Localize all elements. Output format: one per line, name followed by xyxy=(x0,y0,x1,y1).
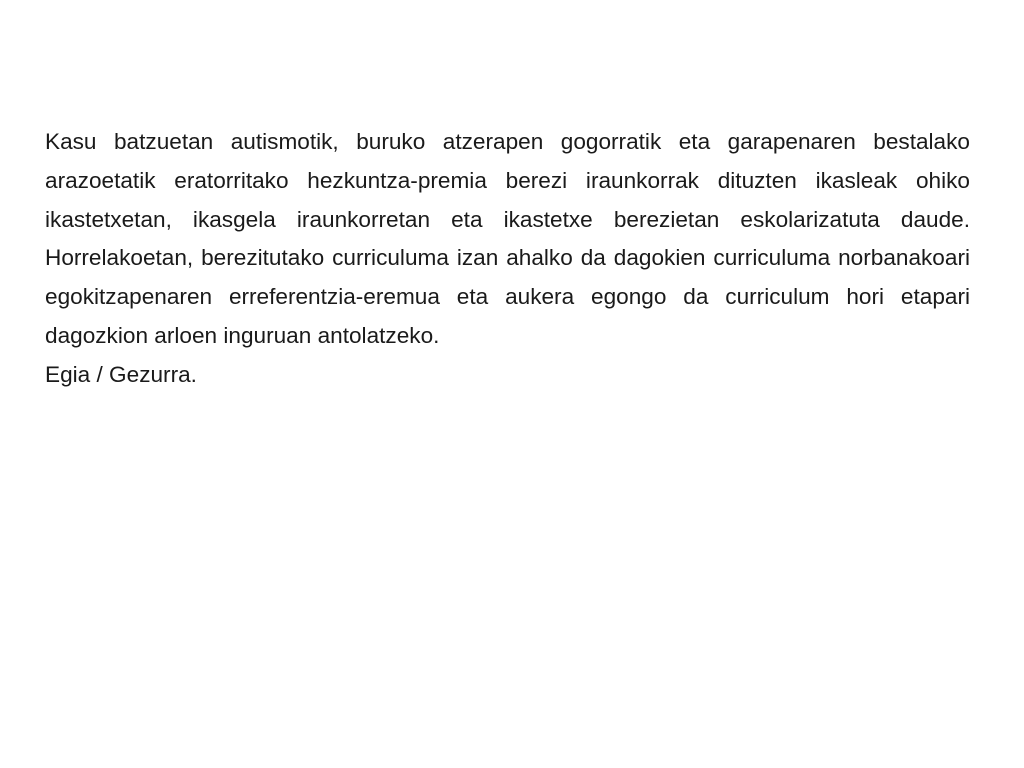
question-text-block xyxy=(45,123,970,395)
question-paragraph: Kasu batzuetan autismotik, buruko atzerapen gogorratik eta garapenaren bestalako arazoetatik eratorritako hezkuntza-premia berezi iraunkorrak dituzten ikasleak ohiko ikastetxetan, ikasgela iraunkorretan eta ikastetxe berezietan eskolarizatuta daude. Horrelakoetan, berezitutako curriculuma izan ahalko da dagokien curriculuma norbanakoari egokitzapenaren erreferentzia-eremua eta aukera egongo da curriculum hori etapari dagozkion arloen inguruan antolatzeko. xyxy=(45,129,970,348)
answer-options: Egia / Gezurra. xyxy=(45,361,197,387)
